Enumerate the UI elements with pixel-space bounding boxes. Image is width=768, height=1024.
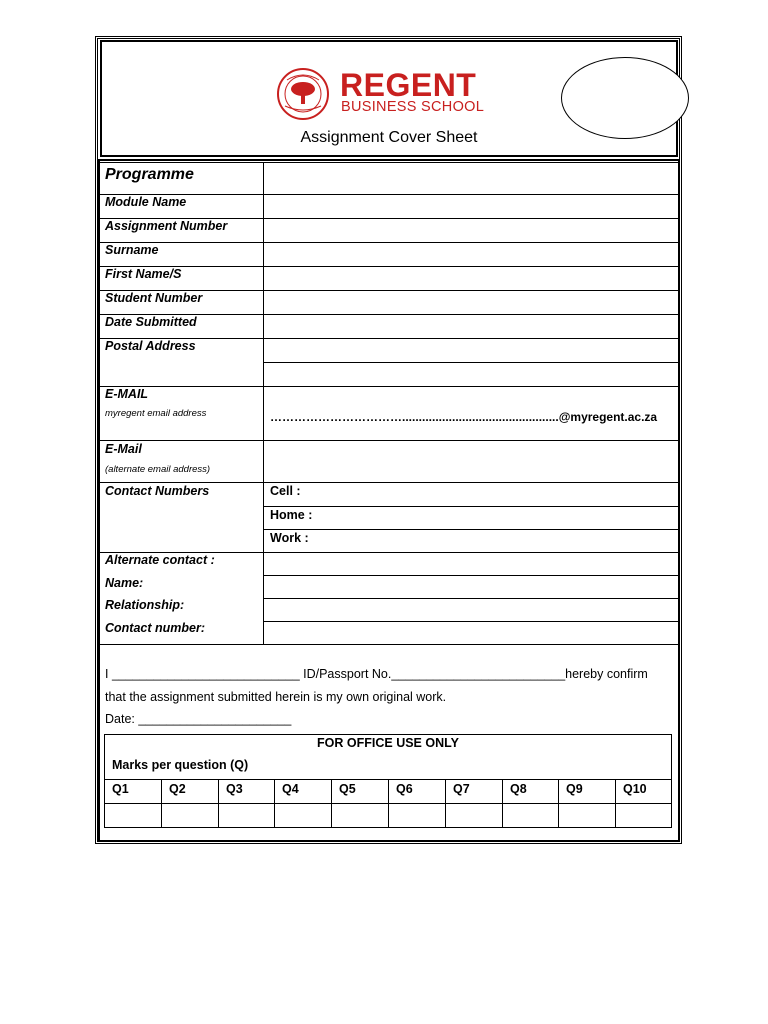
alt-email-note: (alternate email address) <box>105 464 211 475</box>
divider <box>218 779 219 827</box>
office-title: FOR OFFICE USE ONLY <box>317 736 459 750</box>
question-header-q7: Q7 <box>453 782 470 796</box>
label-alternate-contact: Alternate contact : <box>105 553 215 567</box>
question-header-q1: Q1 <box>112 782 129 796</box>
label-student-number: Student Number <box>105 291 203 305</box>
label-date-submitted: Date Submitted <box>105 315 197 329</box>
question-header-q3: Q3 <box>226 782 243 796</box>
label-contact-numbers: Contact Numbers <box>105 484 210 498</box>
divider <box>161 779 162 827</box>
divider <box>263 529 678 530</box>
divider <box>100 440 678 441</box>
question-header-q4: Q4 <box>282 782 299 796</box>
marks-label: Marks per question (Q) <box>112 758 249 772</box>
label-alt-email: E-Mail <box>105 442 142 456</box>
divider <box>100 386 678 387</box>
declaration-line-3: Date: ______________________ <box>105 712 292 726</box>
divider <box>263 362 678 363</box>
label-work: Work : <box>270 531 309 545</box>
label-module-name: Module Name <box>105 195 187 209</box>
divider <box>100 266 678 267</box>
label-first-name: First Name/S <box>105 267 182 281</box>
label-cell: Cell : <box>270 484 301 498</box>
divider <box>100 162 678 163</box>
label-name: Name: <box>105 576 144 590</box>
label-surname: Surname <box>105 243 159 257</box>
question-header-q2: Q2 <box>169 782 186 796</box>
divider <box>100 644 678 645</box>
divider <box>331 779 332 827</box>
email-note: myregent email address <box>105 408 207 419</box>
divider <box>502 779 503 827</box>
declaration-line-1: I ___________________________ ID/Passport No._________________________hereby confirm <box>105 667 648 681</box>
divider <box>100 242 678 243</box>
divider <box>558 779 559 827</box>
page-title: Assignment Cover Sheet <box>300 129 478 146</box>
divider <box>445 779 446 827</box>
label-contact-number: Contact number: <box>105 621 205 635</box>
question-header-q10: Q10 <box>623 782 647 796</box>
question-header-q8: Q8 <box>510 782 527 796</box>
label-email: E-MAIL <box>105 387 149 401</box>
label-relationship: Relationship: <box>105 598 185 612</box>
label-home: Home : <box>270 508 313 522</box>
divider <box>263 162 264 644</box>
divider <box>263 621 678 622</box>
question-header-q5: Q5 <box>339 782 356 796</box>
label-postal-address: Postal Address <box>105 339 196 353</box>
label-programme: Programme <box>105 166 194 183</box>
divider <box>274 779 275 827</box>
divider <box>615 779 616 827</box>
brand-subtitle: BUSINESS SCHOOL <box>341 99 485 115</box>
brand-name: REGENT <box>340 67 477 103</box>
label-assignment-number: Assignment Number <box>105 219 228 233</box>
photo-oval <box>561 57 689 139</box>
divider <box>100 482 678 483</box>
question-header-q9: Q9 <box>566 782 583 796</box>
declaration-line-2: that the assignment submitted herein is my own original work. <box>105 690 447 704</box>
divider <box>388 779 389 827</box>
divider <box>263 575 678 576</box>
divider <box>100 194 678 195</box>
divider <box>263 598 678 599</box>
question-header-q6: Q6 <box>396 782 413 796</box>
email-value: ……………………………...............................................@myregent.ac.za <box>270 410 658 424</box>
divider <box>263 506 678 507</box>
